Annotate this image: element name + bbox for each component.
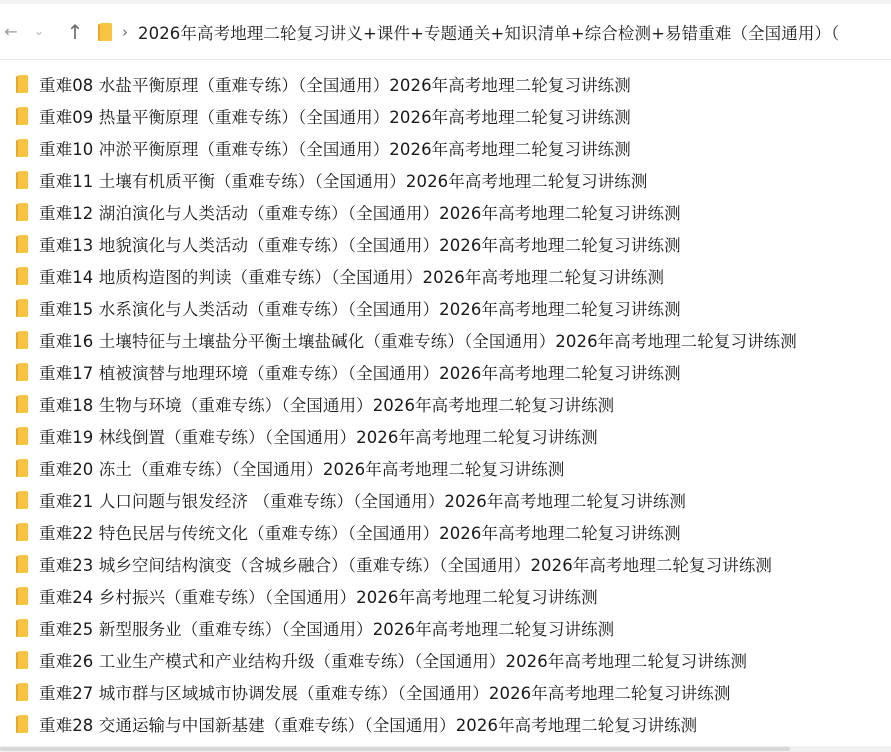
list-item-label: 重难12 湖泊演化与人类活动（重难专练）（全国通用）2026年高考地理二轮复习讲练测 (39, 204, 681, 223)
list-item-label: 重难26 工业生产模式和产业结构升级（重难专练）（全国通用）2026年高考地理二轮复习讲练测 (39, 652, 748, 671)
list-item[interactable] (0, 484, 891, 516)
folder-icon (16, 203, 28, 221)
folder-icon (16, 235, 28, 253)
list-item-label: 重难17 植被演替与地理环境（重难专练）（全国通用）2026年高考地理二轮复习讲练测 (39, 364, 681, 383)
list-item-label: 重难25 新型服务业（重难专练）（全国通用）2026年高考地理二轮复习讲练测 (39, 620, 615, 639)
folder-icon (16, 171, 28, 189)
chevron-right-icon: › (122, 22, 128, 41)
folder-icon (16, 459, 28, 477)
folder-icon (16, 683, 28, 701)
folder-icon (16, 619, 28, 637)
folder-icon (16, 395, 28, 413)
list-item-label: 重难27 城市群与区域城市协调发展（重难专练）（全国通用）2026年高考地理二轮复习讲练测 (39, 684, 731, 703)
file-list (0, 68, 891, 740)
folder-icon (16, 427, 28, 445)
list-item-label: 重难23 城乡空间结构演变（含城乡融合）（重难专练）（全国通用）2026年高考地理二轮复习讲练测 (39, 556, 773, 575)
list-item-label: 重难08 水盐平衡原理（重难专练）（全国通用）2026年高考地理二轮复习讲练测 (39, 76, 631, 95)
list-item-label: 重难21 人口问题与银发经济 （重难专练）（全国通用）2026年高考地理二轮复习讲练测 (39, 492, 687, 511)
list-item[interactable] (0, 420, 891, 452)
folder-icon (16, 267, 28, 285)
list-item[interactable] (0, 164, 891, 196)
address-path: 2026年高考地理二轮复习讲义+课件+专题通关+知识清单+综合检测+易错重难（全国通用）（ (138, 23, 840, 43)
list-item[interactable] (0, 356, 891, 388)
up-arrow-icon[interactable]: ↑ (66, 19, 84, 44)
list-item[interactable] (0, 676, 891, 708)
back-arrow-icon[interactable]: ← (4, 22, 18, 41)
list-item-label: 重难20 冻土（重难专练）（全国通用）2026年高考地理二轮复习讲练测 (39, 460, 565, 479)
list-item[interactable] (0, 708, 891, 740)
folder-icon (16, 587, 28, 605)
list-item[interactable] (0, 292, 891, 324)
folder-icon (16, 555, 28, 573)
list-item[interactable] (0, 612, 891, 644)
list-item[interactable] (0, 452, 891, 484)
list-item[interactable] (0, 68, 891, 100)
folder-icon (98, 23, 112, 41)
folder-icon (16, 331, 28, 349)
list-item-label: 重难15 水系演化与人类活动（重难专练）（全国通用）2026年高考地理二轮复习讲练测 (39, 300, 681, 319)
folder-icon (16, 715, 28, 733)
folder-icon (16, 139, 28, 157)
folder-icon (16, 491, 28, 509)
list-item[interactable] (0, 228, 891, 260)
list-item[interactable] (0, 100, 891, 132)
folder-icon (16, 299, 28, 317)
list-item-label: 重难13 地貌演化与人类活动（重难专练）（全国通用）2026年高考地理二轮复习讲练测 (39, 236, 681, 255)
list-item[interactable] (0, 132, 891, 164)
list-item-label: 重难11 土壤有机质平衡（重难专练）（全国通用）2026年高考地理二轮复习讲练测 (39, 172, 648, 191)
list-item-label: 重难22 特色民居与传统文化（重难专练）（全国通用）2026年高考地理二轮复习讲练测 (39, 524, 681, 543)
folder-icon (16, 107, 28, 125)
list-item[interactable] (0, 644, 891, 676)
address-bar[interactable] (98, 14, 891, 50)
list-item[interactable] (0, 388, 891, 420)
list-item-label: 重难18 生物与环境（重难专练）（全国通用）2026年高考地理二轮复习讲练测 (39, 396, 615, 415)
list-item[interactable] (0, 516, 891, 548)
scrollbar-thumb[interactable] (0, 747, 790, 751)
folder-icon (16, 651, 28, 669)
horizontal-scrollbar[interactable] (0, 746, 891, 752)
list-item-label: 重难14 地质构造图的判读（重难专练）（全国通用）2026年高考地理二轮复习讲练测 (39, 268, 665, 287)
list-item[interactable] (0, 548, 891, 580)
folder-icon (16, 523, 28, 541)
list-item-label: 重难09 热量平衡原理（重难专练）（全国通用）2026年高考地理二轮复习讲练测 (39, 108, 631, 127)
chevron-down-icon[interactable]: ⌄ (33, 24, 45, 39)
list-item-label: 重难16 土壤特征与土壤盐分平衡土壤盐碱化（重难专练）（全国通用）2026年高考地理二轮复习讲练测 (39, 332, 797, 351)
folder-icon (16, 363, 28, 381)
list-item[interactable] (0, 196, 891, 228)
list-item-label: 重难28 交通运输与中国新基建（重难专练）（全国通用）2026年高考地理二轮复习讲练测 (39, 716, 698, 735)
folder-icon (16, 75, 28, 93)
navigation-bar (0, 4, 891, 60)
list-item[interactable] (0, 580, 891, 612)
list-item-label: 重难10 冲淤平衡原理（重难专练）（全国通用）2026年高考地理二轮复习讲练测 (39, 140, 631, 159)
list-item[interactable] (0, 260, 891, 292)
list-item-label: 重难24 乡村振兴（重难专练）（全国通用）2026年高考地理二轮复习讲练测 (39, 588, 598, 607)
list-item-label: 重难19 林线倒置（重难专练）（全国通用）2026年高考地理二轮复习讲练测 (39, 428, 598, 447)
list-item[interactable] (0, 324, 891, 356)
